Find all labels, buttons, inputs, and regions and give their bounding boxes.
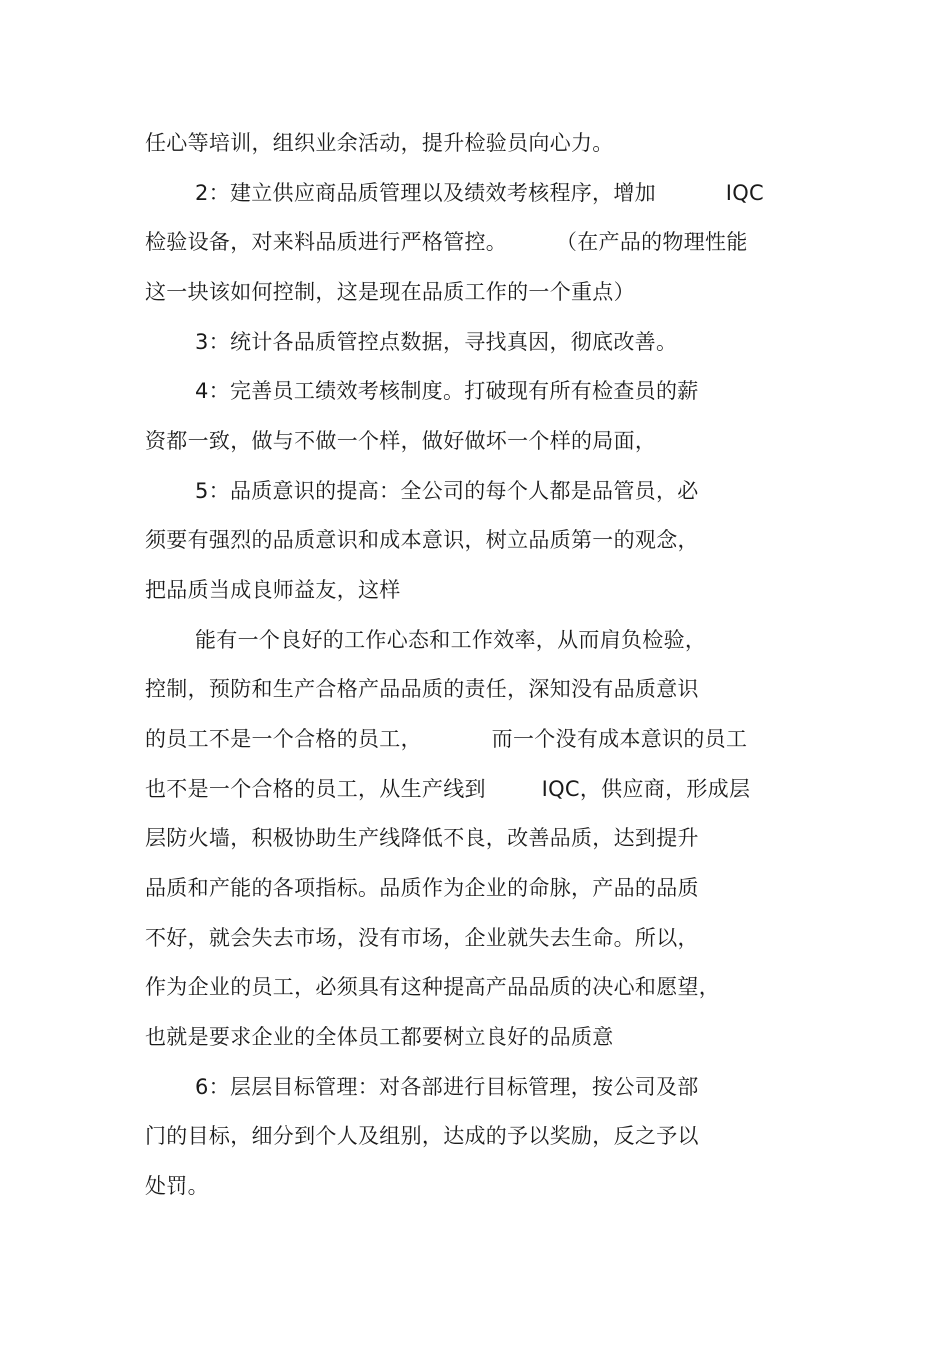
text-line-21: 门的目标，细分到个人及组别，达成的予以奖励，反之予以	[145, 1124, 699, 1148]
text-line-17: 不好，就会失去市场，没有市场，企业就失去生命。所以，	[145, 926, 699, 950]
text-line-20: 6：层层目标管理：对各部进行目标管理，按公司及部	[195, 1075, 699, 1099]
text-line-9: 须要有强烈的品质意识和成本意识，树立品质第一的观念，	[145, 528, 699, 552]
text-line-16: 品质和产能的各项指标。品质作为企业的命脉，产品的品质	[145, 876, 699, 900]
text-line-13: 的员工不是一个合格的员工， 而一个没有成本意识的员工	[145, 727, 748, 751]
text-line-14: 也不是一个合格的员工，从生产线到 IQC，供应商，形成层	[145, 777, 751, 801]
text-line-4: 这一块该如何控制，这是现在品质工作的一个重点）	[145, 280, 635, 304]
text-line-1: 任心等培训，组织业余活动，提升检验员向心力。	[145, 131, 614, 155]
text-line-2: 2：建立供应商品质管理以及绩效考核程序，增加 IQC	[195, 181, 764, 205]
text-line-3: 检验设备，对来料品质进行严格管控。 （在产品的物理性能	[145, 230, 748, 254]
text-line-19: 也就是要求企业的全体员工都要树立良好的品质意	[145, 1025, 614, 1049]
text-line-7: 资都一致，做与不做一个样，做好做坏一个样的局面，	[145, 429, 657, 453]
text-line-6: 4：完善员工绩效考核制度。打破现有所有检查员的薪	[195, 379, 699, 403]
text-line-10: 把品质当成良师益友，这样	[145, 578, 401, 602]
text-line-18: 作为企业的员工，必须具有这种提高产品品质的决心和愿望，	[145, 975, 721, 999]
text-line-8: 5：品质意识的提高：全公司的每个人都是品管员，必	[195, 479, 699, 503]
text-line-15: 层防火墙，积极协助生产线降低不良，改善品质，达到提升	[145, 826, 699, 850]
text-line-11: 能有一个良好的工作心态和工作效率，从而肩负检验，	[195, 628, 707, 652]
text-line-12: 控制，预防和生产合格产品品质的责任，深知没有品质意识	[145, 677, 699, 701]
text-line-5: 3：统计各品质管控点数据，寻找真因，彻底改善。	[195, 330, 678, 354]
text-line-22: 处罚。	[145, 1174, 209, 1198]
